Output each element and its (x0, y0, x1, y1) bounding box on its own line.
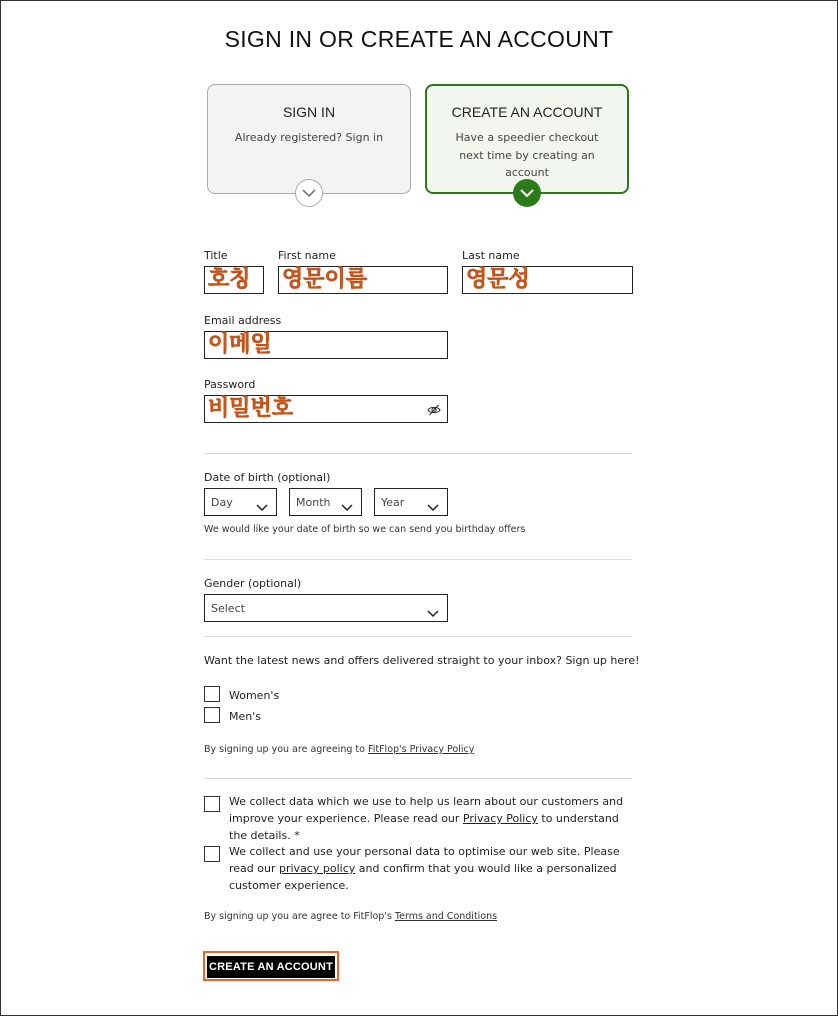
create-account-button[interactable]: CREATE AN ACCOUNT (207, 956, 335, 978)
tab-create-account[interactable] (425, 84, 629, 194)
dob-note: We would like your date of birth so we can send you birthday offers (204, 524, 526, 535)
privacy-policy-link[interactable]: privacy policy (279, 862, 356, 875)
email-input[interactable] (204, 331, 448, 359)
first-name-value: 영문이름 (282, 267, 368, 292)
chevron-down-icon (513, 179, 541, 207)
title-value: 호칭 (208, 267, 251, 292)
tab-create-account-desc: Have a speedier checkout next time by creating an account (455, 131, 599, 179)
first-name-label: First name (278, 249, 336, 262)
last-name-value: 영문성 (466, 267, 530, 292)
create-account-button-highlight (203, 951, 339, 981)
newsletter-heading: Want the latest news and offers delivered straight to your inbox? Sign up here! (204, 654, 640, 667)
privacy-policy-link[interactable]: Privacy Policy (462, 812, 538, 825)
privacy-note-text: By signing up you are agreeing to (204, 744, 368, 755)
tab-create-account-title: CREATE AN ACCOUNT (451, 104, 603, 120)
consent-data-text (229, 793, 631, 844)
men-newsletter-checkbox[interactable] (204, 707, 220, 723)
divider (204, 559, 632, 560)
eye-off-icon[interactable] (427, 402, 441, 421)
women-newsletter-label: Women's (229, 689, 280, 702)
chevron-down-icon (256, 497, 268, 516)
password-input[interactable] (204, 395, 448, 423)
dob-year-value: Year (381, 496, 405, 509)
consent-data-text-b: to understand the details. * (229, 812, 619, 842)
divider (204, 453, 632, 454)
consent-personalization-text (229, 843, 631, 894)
consent-personalization-text-a: We collect and use your personal data to optimise our web site. Please read our (229, 845, 620, 875)
men-newsletter-label: Men's (229, 710, 261, 723)
consent-data-text-a: We collect data which we use to help us learn about our customers and improve your experience. Please read our (229, 795, 624, 825)
password-label: Password (204, 378, 256, 391)
password-value: 비밀번호 (208, 396, 294, 421)
page-title: SIGN IN OR CREATE AN ACCOUNT (224, 26, 614, 52)
dob-day-value: Day (211, 496, 233, 509)
email-value: 이메일 (208, 332, 272, 357)
dob-day-select[interactable] (204, 488, 277, 516)
terms-link[interactable]: Terms and Conditions (394, 911, 498, 922)
chevron-down-icon (341, 497, 353, 516)
privacy-policy-link[interactable]: FitFlop's Privacy Policy (367, 744, 475, 755)
dob-month-select[interactable] (289, 488, 362, 516)
chevron-down-icon (295, 179, 323, 207)
women-newsletter-checkbox[interactable] (204, 686, 220, 702)
divider (204, 636, 632, 637)
chevron-down-icon (427, 603, 439, 622)
tab-sign-in[interactable] (207, 84, 411, 194)
title-select[interactable] (204, 266, 264, 294)
title-label: Title (204, 249, 228, 262)
terms-note-text: By signing up you are agree to FitFlop's (204, 911, 395, 922)
gender-value: Select (211, 602, 245, 615)
last-name-input[interactable] (462, 266, 633, 294)
divider (204, 778, 632, 779)
consent-personalization-checkbox[interactable] (204, 846, 220, 862)
dob-label: Date of birth (optional) (204, 471, 331, 484)
privacy-note (204, 744, 474, 755)
dob-year-select[interactable] (374, 488, 448, 516)
first-name-input[interactable] (278, 266, 448, 294)
terms-note (204, 911, 497, 922)
dob-month-value: Month (296, 496, 331, 509)
chevron-down-icon (427, 497, 439, 516)
consent-data-checkbox[interactable] (204, 796, 220, 812)
email-label: Email address (204, 314, 282, 327)
gender-label: Gender (optional) (204, 577, 302, 590)
tab-sign-in-desc: Already registered? Sign in (234, 131, 384, 144)
last-name-label: Last name (462, 249, 520, 262)
consent-personalization-text-b: and confirm that you would like a personalized customer experience. (229, 862, 617, 892)
tab-sign-in-title: SIGN IN (282, 104, 336, 120)
gender-select[interactable] (204, 594, 448, 622)
